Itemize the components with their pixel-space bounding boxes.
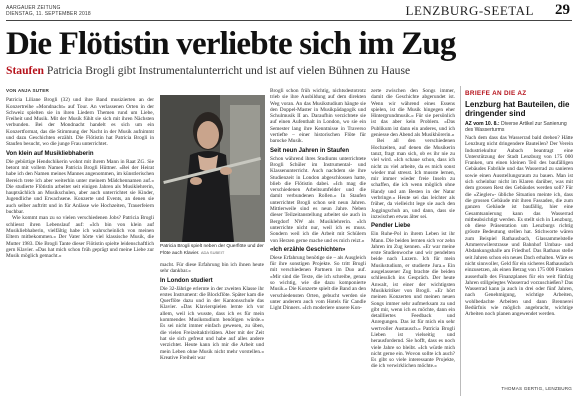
body-paragraph: Brogli schon früh wichtig, nichtsdestotrotz trieb sie ihre Ausbildung auf dem direkten Weg voran. An das Musikstudium hängte sie den Doppel-Master in Musikpädagogik und Schulmusik II an. Daraufhin verzichtete sie auf einen Aufenthalt in London, wo sie ein Semester lang ihre Kenntnisse in Traverso vertiefte – einer historischen Flöte für barocke Musik. xyxy=(270,88,366,145)
location-kicker: Staufen xyxy=(6,64,45,77)
body-paragraph: Wie kommt man zu so vielen verschiedenen Jobs? Patricia Brogli schliesst ihren Lebenslauf auf: «Ich bin von klein auf Musikliebhaberin, vielfältig habe ich wahrscheinlich von meinen Eltern mitbekommen.» Der Vater hörte viel klassische Musik, die Mutter 1983. Die Brogli Tante dieser Flötistin spielte leidenschaftlich gern Klavier. «Das hat mich schon früh geprägt und meine Liebe zur Musik möglich gemacht.» xyxy=(6,215,154,260)
article-headline: Die Flötistin verliebte sich im Zug xyxy=(6,26,456,62)
letter-author: THOMAS GERTIG, LENZBURG xyxy=(501,386,572,391)
body-paragraph: Ein Ruhe-Pol in ihrem Leben ist ihr Mann. Die beiden lernten sich vor zehn Jahren im Zug kennen. «Er war meine erste Studienwoche und wir pendelten beide nach Luzern. Ich für mein Musikstudium, er studierte Jura.» Ein ausgelassener Zug brachte die beiden schliesslich ins Gespräch. Der heute Anwalt, ist einer der wichtigsten Musikkritiker von Brogli. «Er hört meinen Konzerten und meinen neuen Songs immer sehr aufmerksam zu und gibt mir, wenn ich es möchte, dann ein detailliertes Feedback und Anregungen. Das ist für mich ein sehr wertvoller Austausch.» Patricia Brogli Lieben ist vielseitig und herausfordernd. Sie hofft, dass es noch viele Jahre so bleibt. «Ich würde mich nicht gerne ein. Wovon sollte ich auch? Es gibt so viele interessante Projekte, die ich verwirklichen möchte.» xyxy=(371,231,455,370)
publication-label: AARGAUER ZEITUNG xyxy=(6,5,61,11)
intertitle: Seit neun Jahren in Staufen xyxy=(270,147,350,154)
article-column-4 xyxy=(371,88,455,394)
sidebar-divider xyxy=(460,86,461,396)
body-paragraph: zerte zwischen den Songs immer, damit die Geschichte abgerundet ist. Wenn wir während eines Essens spielen, ist die Musik hingegen eher Hintergrundmusik.» Für sie persönlich ist das aber kein Problem. «Das Publikum ist dann ein anderes, und ich geniesse den Abend als Musikhörerin.» xyxy=(371,88,455,139)
body-paragraph: Die gebürtige Hendschikerin wohnt mit ihrem Mann in Raat ZG. Sie betont mit vollem Namen Patricia Brogli Hüttner. «Bei der Heirat habe ich den Namen meines Mannes angenommen, im künstlerischen Bereich trete ich aber weiterhin unter meinem Mädchennamen auf.» Die studierte Flötistin arbeitet seit einigen Jahren als Musiklehrerin, hauptsächlich an Musikschulen, aber auch unterrichtet sie Kinder, Jugendliche und Erwachsene. Konzerte und Events, an denen sie auch selber auftritt und in für Anlässe wie Hochzeiten, Trauerfeiern buchbar. xyxy=(6,158,154,216)
article-column-2 xyxy=(160,262,264,394)
masthead-rule xyxy=(6,20,572,21)
article-column-3 xyxy=(270,88,366,394)
body-paragraph: macht. Für diese Erfahrung bin ich ihnen heute sehr dankbar.» xyxy=(160,262,264,275)
body-paragraph: Schon während ihres Studiums unterrichtete Brogli Schüler im Instrumental- und Klassenunterricht. Auch nachdem sie ihre Studienzeit in London abgeschlossen hatte, blieb die Flötistin dabei. «Ich mag die verschiedenen Arbeitsumfelder und die damit verbundenen Rollen.» In Staufen unterrichtet Brogli schon seit neun Jahren. Mittlerweile sind es neun Jahre. Neben dieser Teilzeitanstellung arbeitet sie auch in Bergdorf NW als Musiklehrerin. «Ich unterrichte nicht nur, weil ich es muss. Sondern weil ich die Arbeit mit Schülern von Herzen gerne mache und es mich reizt.» xyxy=(270,155,366,244)
issue-date: DIENSTAG, 11. SEPTEMBER 2018 xyxy=(6,11,91,17)
reference-label: AZ vom 10. 8.: xyxy=(465,121,500,127)
letter-reference xyxy=(465,121,573,133)
subheadline-text: Patricia Brogli gibt Instrumentalunterricht und ist auf vielen Bühnen zu Hause xyxy=(46,64,411,77)
intertitle: In London studiert xyxy=(160,277,213,284)
publication-name xyxy=(6,5,91,17)
article-column-1 xyxy=(6,88,154,394)
section-title: LENZBURG-SEETAL xyxy=(405,3,534,18)
flutist-illustration xyxy=(160,95,265,242)
article-subheadline xyxy=(6,64,426,78)
flutist-photo xyxy=(160,95,265,242)
caption-text: Patricia Brogli spielt neben der Querflöte und der Flöte auch Klavier. xyxy=(160,244,264,256)
body-paragraph: Bei all den verschiedenen Hochzeiten, auf denen die Musikerin tanzt, fragt man sich, ob es ihr nie zu viel wird. «Ich schaue schon, dass ich nicht zu viel arbeite, da es mich sonst wieder mal stresst. Ich musste lernen, mir immer wieder freie Inseln zu schaffen, die ich wenn möglich ohne Handy und am Besten in der Natur verbringe.» Heute sei das leichter als früher, da vielleicht lege sie auch den Joggingschuh an, und dann, dass sie inzwischen etwas älter sei. xyxy=(371,138,455,220)
sidebar-kicker: BRIEFE AN DIE AZ xyxy=(465,90,527,97)
letter-body: Nach dem dass das Wasserrad bald drehen? Hätte Lenzburg nicht dringendere Bauteilen? Der Verein Industriekultur Aabach beantragt eine Unterstützung der Stadt Lenzburg von 175 000 Franken, um einen kleinen Teil des baufälligen Gebäudes Fabrikle und das Wasserrad zu sanieren sowie einen Ausstellungsraum zu bauen. Man ist sich scheinbar nicht im Klaren darüber, was mit dem grossen Rest des Gebäudes werden soll? Für die «Ziegler»- übliche Situation meinte ich, dass die grossen Gebäude mit ihren Fassaden, die zum ganzen Gebäude ist baufällig, hier eine Gesamtsanierung kann das Wasserrad mitbeabsichtigt werden. Es stellt sich in Lenzburg, ob diese Präsentation um Lenzburgs richtig grösste Bedeutung stellen hat. Stichworte wären zum Beispiel Rathausbach, Glassammelstelle Ammerswilerstrasse und Bahnhof Umbau- und Abdankungshalle am Friedhof. Das Rathaus stelle seit Jahren schon ein neues Dach erhalten. Wäre es nicht sinnvoller, Geld für ein sicheres Rathausdach einzusetzen, als einen Betrag von 175 000 Franken ausserhalb des Finanzplanes für ein weit fünfzig Jahren stillgelegtes Wasserrad vorzuschießen? Das Wasserrad kann ja auch in drei oder fünf Jahren, nach Genehmigung, wichtige Arbeiten, wohlbedachte Arbeiten und dann Brennerei Bedürfnis wie möglich angebracht, wichtige Arbeiten noch planen angewendet werden. xyxy=(465,135,573,318)
intertitle: Pendler Liebe xyxy=(371,223,411,230)
intertitle: «Ich erzähle Geschichten» xyxy=(270,246,346,253)
intro-paragraph: Patricia Liliane Brogli (32) und ihre Band musizierten an der Konzertreihe «Mondnacht» auf Tour. An verlassenen Orten in der Schweiz spielten sie in ihren Liedern Themen rund um Liebe, Freiheit und Musik. Mit der Musik fühlt sie sich mit ihren Nächsten verbunden. Bei der Mondnacht handelt es sich um ein Konzertformat, das die Stimmung der Nacht in der Musik aufnimmt und dazu Geschichten erzählt. Die Flötistin hat Patricia Brogli in Staufen besucht, wo die junge Frau unterrichtet. xyxy=(6,97,154,148)
body-paragraph: Diese Erfahrung benötige sie – als Ausgleich für ihre sonstigen Projekte. So tritt Brogli mit verschiedenen Partnern im Duo auf. «Mir sind die Texte, die ich schreibe, genau so wichtig, wie die dazu komponierte Musik.» Die Konzerte spielt die Band an den verschiedensten Orten, gebucht werden sie unter anderem auch vom Hotels für Candle Light Dinners. «Ich moderiere unsere Kon- xyxy=(270,254,366,312)
photo-caption xyxy=(160,244,267,257)
byline: VON ANJA SUTER xyxy=(6,88,50,93)
reference-text: Diverse Artikel zur Sanierung des Wasserturms xyxy=(465,121,567,133)
page-number: 29 xyxy=(555,2,570,18)
body-paragraph: Die 32-Jährige erlernte in der zweiten Klasse ihr erstes Instrument: die Blockflöte. Später kam die Querflöte dazu und in der Kantonsschule das Klavier. «Das Klavierspielen lernte ich vor allem, weil ich wusste, dass ich es für mein kommendes Musikstudium benötigen würde.» Es sei nicht immer einfach gewesen, zu üben, die vielen Freizeitaktivitäten. Aber mit der Zeit hat sie sich gefreut und habe auf alles andere verzichtet. Heute kann ich mir die Arbeit und mein Leben ohne Musik nicht mehr vorstellen.» Kreative Freiheit war xyxy=(160,285,264,361)
intertitle: Von klein auf Musikliebhaberin xyxy=(6,150,94,157)
photo-credit: ADA SUBEIT xyxy=(200,249,225,255)
letter-headline: Lenzburg hat Bauteilen, die dringender sind xyxy=(465,100,570,119)
